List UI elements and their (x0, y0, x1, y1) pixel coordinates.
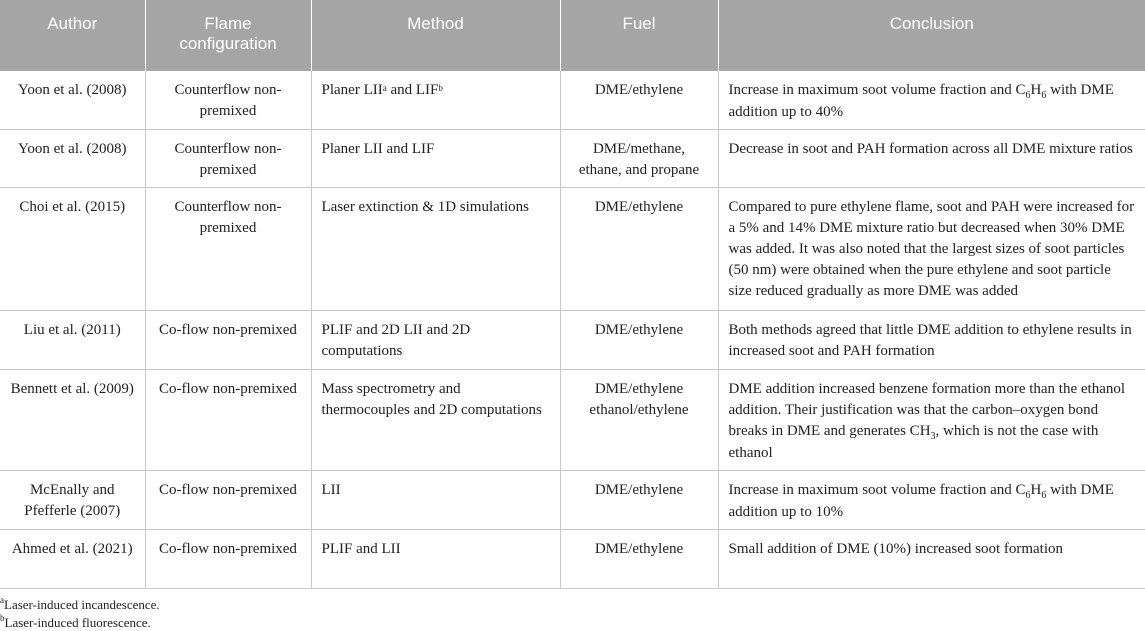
cell-author: Choi et al. (2015) (0, 188, 145, 311)
cell-method: Laser extinction & 1D simulations (311, 188, 560, 311)
cell-fuel: DME/ethylene ethanol/ethylene (560, 370, 718, 471)
cell-author: Liu et al. (2011) (0, 311, 145, 370)
header-fuel: Fuel (560, 0, 718, 71)
cell-author: Ahmed et al. (2021) (0, 530, 145, 589)
header-row (0, 0, 1145, 71)
cell-conclusion: Increase in maximum soot volume fraction and $C_6H_6$ with DME addition up to 40% (718, 71, 1145, 130)
cell-author: Bennett et al. (2009) (0, 370, 145, 471)
header-flame-configuration: Flame configuration (145, 0, 311, 71)
cell-method: PLIF and LII (311, 530, 560, 589)
table-row (0, 471, 1145, 530)
table-row (0, 188, 1145, 311)
cell-fuel: DME/ethylene (560, 188, 718, 311)
cell-method: PLIF and 2D LII and 2D computations (311, 311, 560, 370)
cell-flame: Counterflow non-premixed (145, 71, 311, 130)
cell-fuel: DME/ethylene (560, 311, 718, 370)
cell-conclusion: Decrease in soot and PAH formation across all DME mixture ratios (718, 130, 1145, 188)
cell-method: Planer LII and LIF (311, 130, 560, 188)
footnote-a: $^a$Laser-induced incandescence. (0, 595, 160, 612)
cell-flame: Co-flow non-premixed (145, 471, 311, 530)
cell-conclusion: Increase in maximum soot volume fraction and $C_6H_6$ with DME addition up to 10% (718, 471, 1145, 530)
header-method: Method (311, 0, 560, 71)
cell-method: Mass spectrometry and thermocouples and 2D computations (311, 370, 560, 471)
table-row (0, 71, 1145, 130)
cell-flame: Counterflow non-premixed (145, 188, 311, 311)
cell-conclusion: Compared to pure ethylene flame, soot and PAH were increased for a 5% and 14% DME mixture ratio but decreased when 30% DME was added. It was also noted that the largest sizes of soot particles (50 nm) were obtained when the pure ethylene and soot particle size reduced gradually as more DME was added (718, 188, 1145, 311)
cell-fuel: DME/ethylene (560, 471, 718, 530)
table-row (0, 311, 1145, 370)
cell-flame: Co-flow non-premixed (145, 311, 311, 370)
cell-flame: Counterflow non-premixed (145, 130, 311, 188)
cell-fuel: DME/ethylene (560, 71, 718, 130)
cell-fuel: DME/ethylene (560, 530, 718, 589)
cell-author: Yoon et al. (2008) (0, 71, 145, 130)
cell-author: Yoon et al. (2008) (0, 130, 145, 188)
cell-flame: Co-flow non-premixed (145, 370, 311, 471)
cell-author: McEnally and Pfefferle (2007) (0, 471, 145, 530)
cell-conclusion: Small addition of DME (10%) increased soot formation (718, 530, 1145, 589)
cell-method: LII (311, 471, 560, 530)
table-row (0, 370, 1145, 471)
header-conclusion: Conclusion (718, 0, 1145, 71)
cell-conclusion: DME addition increased benzene formation more than the ethanol addition. Their justification was that the carbon–oxygen bond breaks in DME and generates $CH_3$, which is not the case with ethanol (718, 370, 1145, 471)
footnote-b: $^b$Laser-induced fluorescence. (0, 613, 151, 630)
header-author: Author (0, 0, 145, 71)
table-row (0, 530, 1145, 589)
cell-flame: Co-flow non-premixed (145, 530, 311, 589)
cell-method: Planer LII$^a$ and LIF$^b$ (311, 71, 560, 130)
cell-fuel: DME/methane, ethane, and propane (560, 130, 718, 188)
cell-conclusion: Both methods agreed that little DME addition to ethylene results in increased soot and PAH formation (718, 311, 1145, 370)
table-row (0, 130, 1145, 188)
